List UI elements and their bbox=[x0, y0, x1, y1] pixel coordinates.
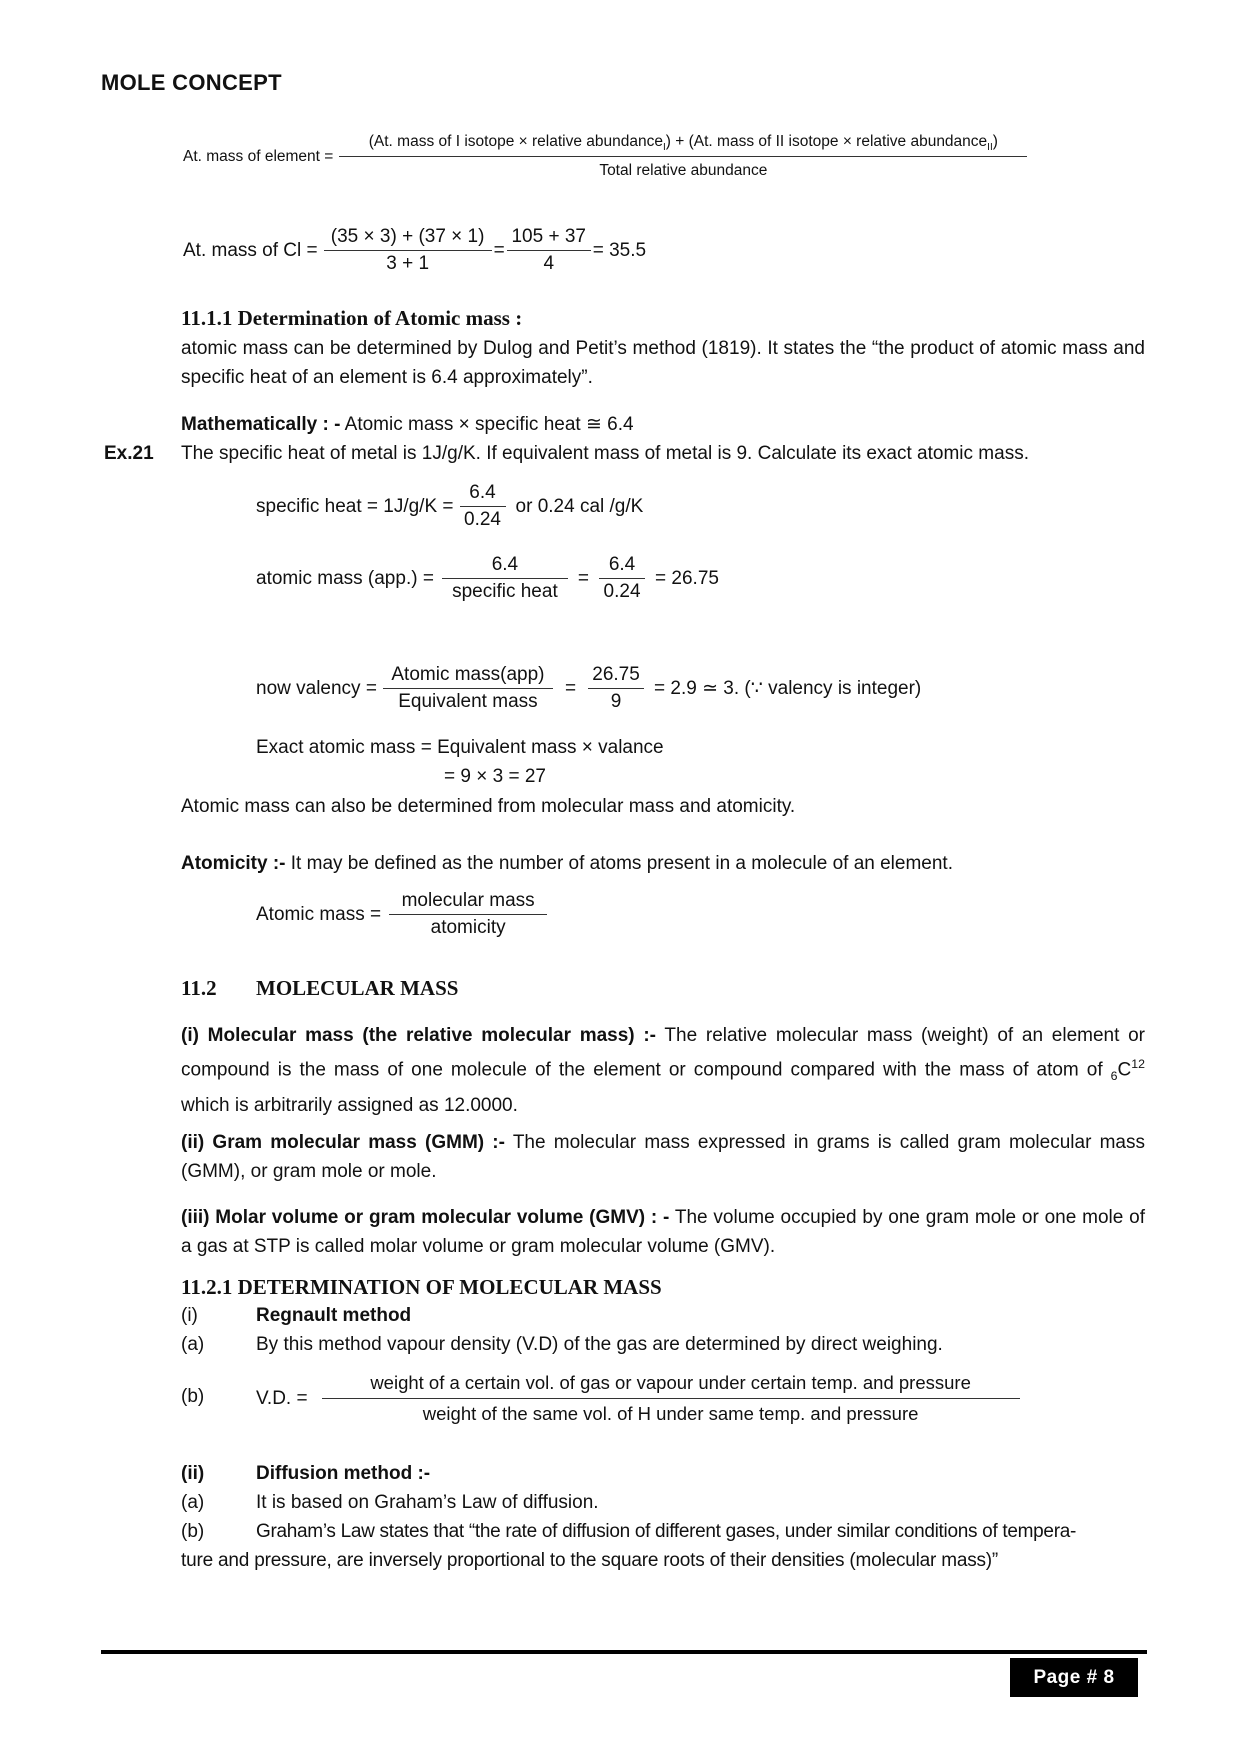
vd-lhs: V.D. = bbox=[256, 1387, 308, 1409]
atomicity-definition: It may be defined as the number of atoms present in a molecule of an element. bbox=[285, 853, 953, 874]
vd-numerator: weight of a certain vol. of gas or vapour under certain temp. and pressure bbox=[322, 1372, 1020, 1399]
section-title-11-2: MOLECULAR MASS bbox=[256, 976, 459, 1000]
valency-fraction-1 bbox=[383, 664, 553, 713]
footer-divider bbox=[101, 1650, 1147, 1654]
cl-frac2-den: 4 bbox=[543, 253, 555, 274]
method1-title: Regnault method bbox=[256, 1305, 412, 1326]
formula-average-atomic-mass bbox=[183, 133, 1027, 180]
approx-mass-den2: 0.24 bbox=[603, 581, 641, 602]
method1-a-text: By this method vapour density (V.D) of the gas are determined by direct weighing. bbox=[256, 1334, 943, 1355]
specific-heat-rhs: or 0.24 cal /g/K bbox=[515, 495, 644, 517]
molecular-mass-definition bbox=[181, 1021, 1145, 1120]
valency-equals: = bbox=[564, 677, 577, 699]
approx-mass-num1: 6.4 bbox=[442, 554, 568, 579]
gmm-definition bbox=[181, 1128, 1145, 1186]
section-heading-11-2-1: 11.2.1 DETERMINATION OF MOLECULAR MASS bbox=[181, 1275, 662, 1299]
valency-num2: 26.75 bbox=[588, 664, 644, 689]
carbon-symbol: C bbox=[1117, 1059, 1132, 1081]
mathematically-text: Atomic mass × specific heat ≅ 6.4 bbox=[340, 414, 634, 435]
gmm-text: The molecular mass expressed in grams is called gram molecular mass (GMM), or gram mole or mole. bbox=[181, 1132, 1146, 1182]
atomicity-label: Atomicity :- bbox=[181, 853, 286, 874]
cl-frac2-num: 105 + 37 bbox=[507, 226, 591, 251]
gmv-label: (iii) Molar volume or gram molecular volume (GMV) : - bbox=[181, 1207, 670, 1228]
formula-fraction bbox=[339, 133, 1027, 180]
specific-heat-line bbox=[256, 482, 643, 531]
gmv-text: The volume occupied by one gram mole or one mole of a gas at STP is called molar volume or gram molecular volume (GMV). bbox=[181, 1207, 1145, 1257]
dulong-petit-paragraph: atomic mass can be determined by Dulog and Petit’s method (1819). It states the “the product of atomic mass and specific heat of an element is 6.4 approximately”. bbox=[181, 338, 1145, 388]
molecular-mass-text: The relative molecular mass (weight) of an element or compound is the mass of one molecule of the element or compound compared with the mass of atom of bbox=[181, 1025, 1145, 1081]
method2-b-text-line1: Graham’s Law states that “the rate of diffusion of different gases, under similar conditions of tempera- bbox=[256, 1521, 1077, 1542]
formula-lhs: At. mass of element = bbox=[183, 147, 334, 165]
numerator-part2: ) + (At. mass of II isotope × relative abundance bbox=[665, 133, 988, 150]
molecular-mass-text-end: which is arbitrarily assigned as 12.0000. bbox=[181, 1095, 518, 1117]
atomicity-fraction bbox=[389, 890, 547, 939]
formula-denominator: Total relative abundance bbox=[599, 162, 768, 180]
cl-fraction-2 bbox=[507, 226, 591, 275]
page-number-badge: Page # 8 bbox=[1010, 1658, 1138, 1697]
valency-fraction-2 bbox=[588, 664, 644, 713]
method1-number: (i) bbox=[181, 1305, 198, 1326]
atomicity-formula-lhs: Atomic mass = bbox=[256, 903, 382, 925]
cl-equals: = bbox=[493, 239, 505, 261]
exact-atomic-mass-result: = 9 × 3 = 27 bbox=[444, 766, 546, 787]
valency-den1: Equivalent mass bbox=[398, 691, 538, 712]
method2-a-label: (a) bbox=[181, 1492, 205, 1513]
carbon-mass-number: 12 bbox=[1131, 1057, 1145, 1071]
valency-lhs: now valency = bbox=[256, 677, 377, 699]
valency-den2: 9 bbox=[610, 691, 622, 712]
vd-denominator: weight of the same vol. of H under same temp. and pressure bbox=[422, 1403, 919, 1424]
mathematically-line bbox=[181, 413, 634, 436]
cl-frac1-num: (35 × 3) + (37 × 1) bbox=[324, 226, 492, 251]
approx-mass-fraction-1 bbox=[442, 554, 568, 603]
mathematically-label: Mathematically : - bbox=[181, 414, 341, 435]
method2-number: (ii) bbox=[181, 1463, 205, 1484]
approx-atomic-mass-line bbox=[256, 554, 719, 603]
method1-b-label: (b) bbox=[181, 1386, 205, 1407]
specific-heat-fraction bbox=[460, 482, 506, 531]
numerator-part3: ) bbox=[992, 133, 998, 150]
specific-heat-num: 6.4 bbox=[460, 482, 506, 507]
subscript-i: I bbox=[663, 142, 666, 154]
atomicity-formula-den: atomicity bbox=[430, 917, 506, 938]
approx-mass-result: = 26.75 bbox=[655, 567, 719, 589]
example-question: The specific heat of metal is 1J/g/K. If equivalent mass of metal is 9. Calculate its exact atomic mass. bbox=[181, 443, 1029, 464]
formula-cl-atomic-mass bbox=[183, 226, 646, 275]
cl-frac1-den: 3 + 1 bbox=[386, 253, 430, 274]
method1-a-label: (a) bbox=[181, 1334, 205, 1355]
approx-mass-equals: = bbox=[577, 567, 590, 589]
cl-result: = 35.5 bbox=[592, 239, 647, 261]
carbon-atomic-number: 6 bbox=[1110, 1069, 1118, 1084]
example-label: Ex.21 bbox=[104, 443, 154, 464]
specific-heat-den: 0.24 bbox=[464, 509, 501, 530]
specific-heat-lhs: specific heat = 1J/g/K = bbox=[256, 495, 454, 517]
page-header-title: MOLE CONCEPT bbox=[101, 70, 282, 95]
atomicity-formula bbox=[256, 890, 547, 939]
molecular-mass-label: (i) Molecular mass (the relative molecular mass) :- bbox=[181, 1025, 657, 1046]
valency-num1: Atomic mass(app) bbox=[383, 664, 553, 689]
atomicity-definition-line bbox=[181, 853, 953, 875]
valency-line bbox=[256, 664, 921, 713]
cl-fraction-1 bbox=[324, 226, 492, 275]
method2-a-text: It is based on Graham’s Law of diffusion. bbox=[256, 1492, 599, 1513]
valency-result: = 2.9 ≃ 3. (∵ valency is integer) bbox=[654, 678, 922, 699]
section-number-11-2: 11.2 bbox=[181, 976, 217, 1000]
method2-title: Diffusion method :- bbox=[256, 1463, 431, 1484]
atomicity-intro: Atomic mass can also be determined from molecular mass and atomicity. bbox=[181, 796, 796, 817]
subscript-ii: II bbox=[987, 142, 993, 154]
gmm-label: (ii) Gram molecular mass (GMM) :- bbox=[181, 1132, 505, 1153]
vd-fraction bbox=[322, 1372, 1020, 1425]
method2-b-label: (b) bbox=[181, 1521, 205, 1542]
numerator-part1: (At. mass of I isotope × relative abundance bbox=[368, 133, 663, 150]
approx-mass-fraction-2 bbox=[599, 554, 645, 603]
atomicity-formula-num: molecular mass bbox=[389, 890, 547, 915]
method2-b-text-line2: ture and pressure, are inversely proportional to the square roots of their densities (molecular mass)” bbox=[181, 1550, 999, 1571]
approx-mass-num2: 6.4 bbox=[599, 554, 645, 579]
approx-mass-lhs: atomic mass (app.) = bbox=[256, 567, 434, 589]
gmv-definition bbox=[181, 1203, 1145, 1261]
cl-lhs: At. mass of Cl = bbox=[183, 239, 318, 261]
section-heading-11-1-1: 11.1.1 Determination of Atomic mass : bbox=[181, 306, 523, 330]
vapour-density-formula bbox=[256, 1372, 1020, 1425]
exact-atomic-mass-line: Exact atomic mass = Equivalent mass × valance bbox=[256, 737, 664, 758]
approx-mass-den1: specific heat bbox=[452, 581, 558, 602]
